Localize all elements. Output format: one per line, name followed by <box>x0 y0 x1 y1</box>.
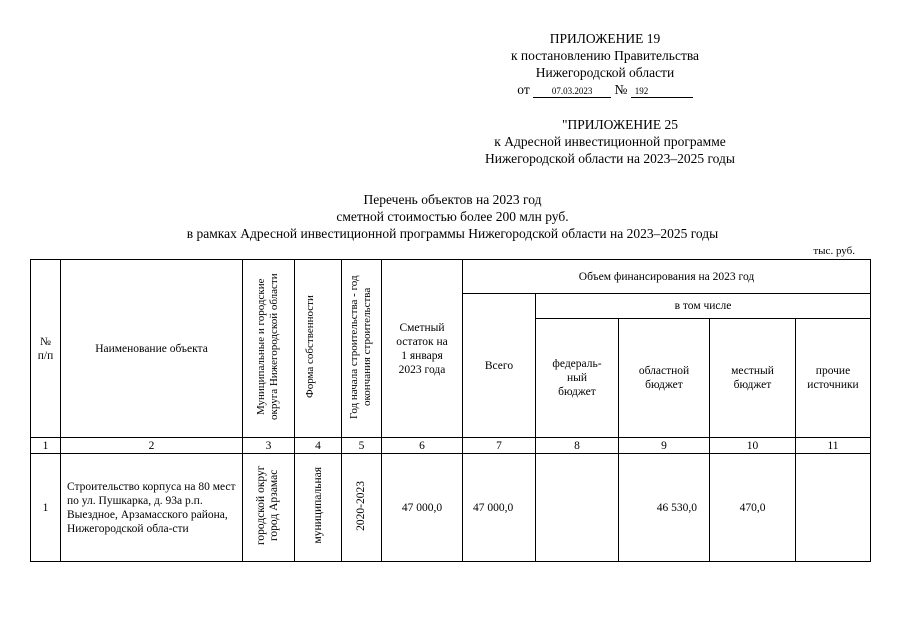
appendix19-line2: Нижегородской области <box>535 65 675 80</box>
appendix25-title: "ПРИЛОЖЕНИЕ 25 <box>561 117 679 132</box>
col-number: 9 <box>619 438 710 454</box>
header-balance: Сметный остаток на 1 января 2023 года <box>382 260 463 438</box>
row-federal <box>536 454 619 562</box>
from-label: от <box>517 82 530 97</box>
col-number: 10 <box>710 438 796 454</box>
col-number: 2 <box>61 438 243 454</box>
column-number-row <box>31 438 871 454</box>
header-other: прочие источники <box>796 319 871 438</box>
header-municipality: Муниципальные и городские округа Нижегородской области <box>254 273 280 420</box>
col-number: 7 <box>463 438 536 454</box>
header-total: Всего <box>463 294 536 438</box>
appendix19-date-line <box>480 81 730 98</box>
row-no: 1 <box>31 454 61 562</box>
row-municipality-cell <box>243 454 295 562</box>
header-ownership-cell <box>295 260 342 438</box>
header-including: в том числе <box>536 294 871 319</box>
row-years-cell <box>342 454 382 562</box>
header-funding: Объем финансирования на 2023 год <box>463 260 871 294</box>
objects-table <box>30 259 871 562</box>
row-years: 2020-2023 <box>355 480 367 531</box>
row-regional: 46 530,0 <box>619 454 710 562</box>
doc-title-line2: сметной стоимостью более 200 млн руб. <box>336 209 569 224</box>
table-row <box>31 454 871 562</box>
header-no: № п/п <box>31 260 61 438</box>
col-number: 4 <box>295 438 342 454</box>
col-number: 1 <box>31 438 61 454</box>
col-number: 6 <box>382 438 463 454</box>
header-years-cell <box>342 260 382 438</box>
row-balance: 47 000,0 <box>382 454 463 562</box>
col-number: 8 <box>536 438 619 454</box>
decree-number: 192 <box>631 86 693 98</box>
row-other <box>796 454 871 562</box>
appendix19-title: ПРИЛОЖЕНИЕ 19 <box>549 31 661 46</box>
col-number: 11 <box>796 438 871 454</box>
header-name: Наименование объекта <box>61 260 243 438</box>
header-years: Год начала строительства - год окончания строительства <box>347 274 373 419</box>
row-total: 47 000,0 <box>463 454 536 562</box>
appendix25-block <box>440 116 780 167</box>
appendix19-line1: к постановлению Правительства <box>510 48 700 63</box>
doc-title-line3: в рамках Адресной инвестиционной программы Нижегородской области на 2023–2025 годы <box>186 226 719 241</box>
number-label: № <box>614 82 628 97</box>
header-municipality-cell <box>243 260 295 438</box>
header-federal: федераль-ный бюджет <box>536 319 619 438</box>
col-number: 3 <box>243 438 295 454</box>
doc-title-line1: Перечень объектов на 2023 год <box>363 192 542 207</box>
col-number: 5 <box>342 438 382 454</box>
appendix25-line1: к Адресной инвестиционной программе <box>494 134 726 149</box>
row-local: 470,0 <box>710 454 796 562</box>
row-ownership-cell <box>295 454 342 562</box>
decree-date: 07.03.2023 <box>533 86 611 98</box>
appendix19-block <box>480 30 730 98</box>
header-regional: областной бюджет <box>619 319 710 438</box>
row-ownership: муниципальная <box>311 467 324 544</box>
header-ownership: Форма собственности <box>304 295 316 398</box>
row-name: Строительство корпуса на 80 мест по ул. Пушкарка, д. 93а р.п. Выездное, Арзамасского района, Нижегородской обла-сти <box>61 454 243 562</box>
row-municipality: городской округ город Арзамас <box>254 465 280 546</box>
appendix25-line2: Нижегородской области на 2023–2025 годы <box>485 151 735 166</box>
units-label: тыс. руб. <box>813 245 855 257</box>
header-local: местный бюджет <box>710 319 796 438</box>
